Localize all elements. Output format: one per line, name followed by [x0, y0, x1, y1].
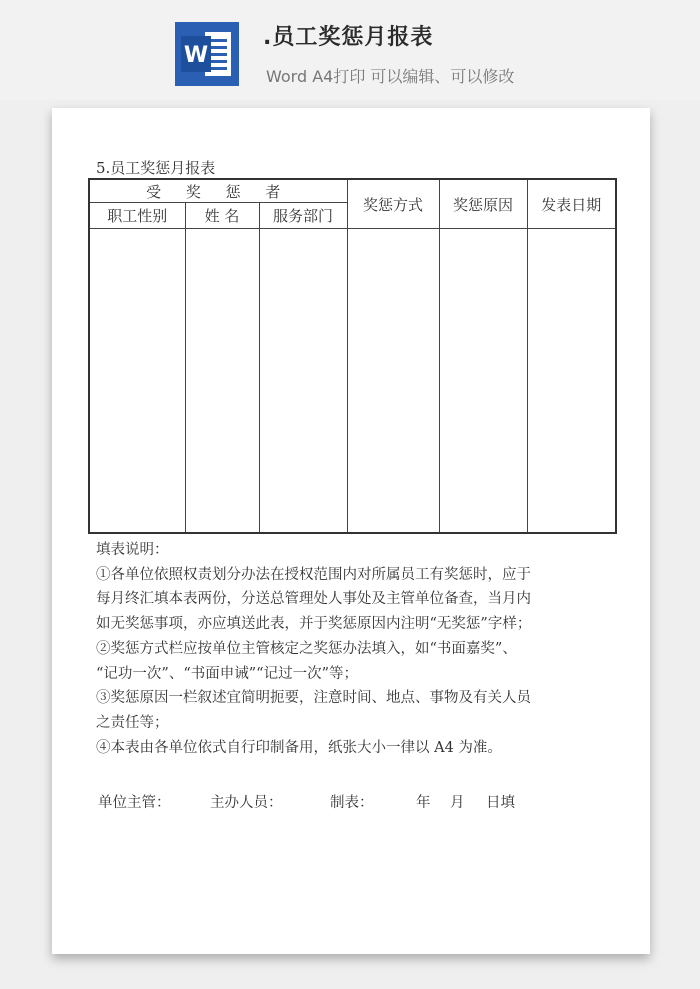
paper-page — [52, 108, 650, 954]
instruction-line: 如无奖惩事项，亦应填送此表，并于奖惩原因内注明“无奖惩”字样； — [96, 616, 532, 633]
day-label: 日填 — [486, 795, 515, 811]
year-label: 年 — [416, 795, 431, 811]
instruction-line: “记功一次”、“书面申诫”“记过一次”等； — [96, 665, 358, 682]
col-header-gender: 职工性别 — [89, 203, 185, 229]
instructions-heading: 填表说明： — [96, 542, 169, 558]
table-cell[interactable] — [259, 229, 347, 534]
col-header-department: 服务部门 — [259, 203, 347, 229]
table-cell[interactable] — [439, 229, 527, 534]
col-header-name: 姓 名 — [185, 203, 259, 229]
preparer-label: 制表： — [330, 795, 374, 811]
col-header-reason: 奖惩原因 — [439, 179, 527, 229]
col-header-method: 奖惩方式 — [347, 179, 439, 229]
col-header-date: 发表日期 — [527, 179, 616, 229]
table-cell[interactable] — [185, 229, 259, 534]
group-header-cell: 受 奖 惩 者 — [89, 179, 347, 203]
month-label: 月 — [450, 795, 465, 811]
table-cell[interactable] — [89, 229, 185, 534]
word-icon — [175, 22, 239, 86]
document-subtitle: Word A4打印 可以编辑、可以修改 — [266, 67, 515, 86]
instruction-line: 每月终汇填本表两份，分送总管理处人事处及主管单位备查，当月内 — [96, 591, 531, 608]
header — [0, 0, 700, 100]
form-title: 5.员工奖惩月报表 — [96, 159, 216, 177]
table-cell[interactable] — [527, 229, 616, 534]
instruction-line: 之责任等； — [96, 714, 169, 731]
supervisor-label: 单位主管： — [98, 795, 171, 811]
instructions — [96, 538, 611, 760]
handler-label: 主办人员： — [210, 795, 283, 811]
instruction-line: ③奖惩原因一栏叙述宜简明扼要，注意时间、地点、事物及有关人员 — [96, 690, 531, 707]
signature-line — [98, 791, 515, 812]
svg-text:W: W — [183, 43, 209, 68]
report-table — [88, 178, 617, 534]
document-title: .员工奖惩月报表 — [263, 25, 434, 50]
table-cell[interactable] — [347, 229, 439, 534]
instruction-line: ①各单位依照权责划分办法在授权范围内对所属员工有奖惩时，应于 — [96, 566, 531, 583]
instruction-line: ②奖惩方式栏应按单位主管核定之奖惩办法填入，如“书面嘉奖”、 — [96, 640, 517, 657]
instruction-line: ④本表由各单位依式自行印制备用，纸张大小一律以 A4 为准。 — [96, 739, 502, 756]
